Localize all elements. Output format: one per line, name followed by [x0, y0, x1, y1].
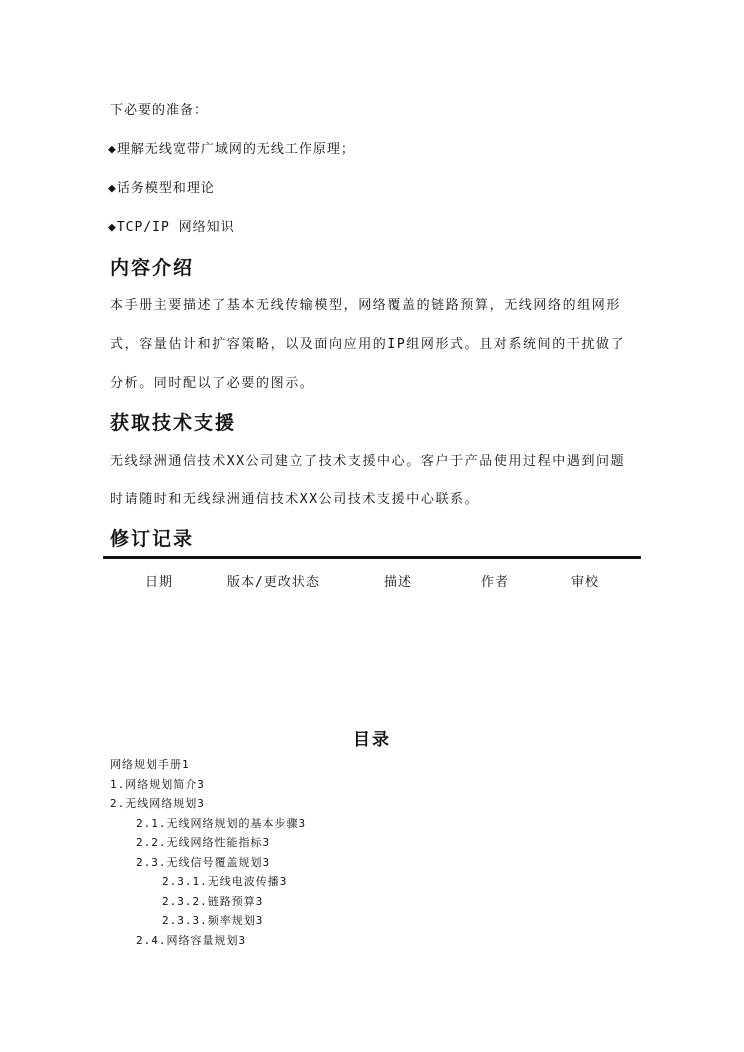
table-header-version: 版本/更改状态 — [227, 575, 320, 590]
toc-item[interactable]: 2.4.网络容量规划3 — [136, 934, 247, 947]
toc-item[interactable]: 2.3.3.频率规划3 — [162, 914, 264, 927]
section-heading-support: 获取技术支援 — [110, 412, 237, 434]
table-header-author: 作者 — [481, 575, 510, 590]
toc-item[interactable]: 2.1.无线网络规划的基本步骤3 — [136, 817, 307, 830]
prereq-item: ◆TCP/IP 网络知识 — [108, 220, 235, 235]
paragraph-line: 分析。同时配以了必要的图示。 — [110, 376, 315, 391]
section-heading-content-intro: 内容介绍 — [110, 257, 195, 279]
paragraph-line: 时请随时和无线绿洲通信技术XX公司技术支援中心联系。 — [110, 492, 480, 507]
paragraph-line: 无线绿洲通信技术XX公司建立了技术支援中心。客户于产品使用过程中遇到问题 — [110, 454, 626, 469]
table-header-reviewer: 审校 — [571, 575, 600, 590]
table-top-rule — [103, 556, 641, 559]
toc-item[interactable]: 2.2.无线网络性能指标3 — [136, 836, 271, 849]
prereq-item: ◆话务模型和理论 — [108, 181, 215, 196]
prereq-item: ◆理解无线宽带广域网的无线工作原理； — [108, 142, 355, 157]
paragraph-line: 式，容量估计和扩容策略，以及面向应用的IP组网形式。且对系统间的干扰做了 — [110, 337, 626, 352]
toc-item[interactable]: 2.无线网络规划3 — [110, 797, 205, 810]
table-header-date: 日期 — [145, 575, 174, 590]
toc-item[interactable]: 2.3.1.无线电波传播3 — [162, 875, 288, 888]
section-heading-revision: 修订记录 — [110, 528, 195, 550]
toc-item[interactable]: 2.3.无线信号覆盖规划3 — [136, 856, 271, 869]
prereq-intro: 下必要的准备： — [110, 103, 209, 118]
toc-title: 目录 — [353, 730, 391, 750]
table-header-description: 描述 — [384, 575, 413, 590]
paragraph-line: 本手册主要描述了基本无线传输模型，网络覆盖的链路预算，无线网络的组网形 — [110, 298, 622, 313]
toc-item[interactable]: 2.3.2.链路预算3 — [162, 895, 264, 908]
toc-item[interactable]: 1.网络规划简介3 — [110, 778, 205, 791]
toc-item[interactable]: 网络规划手册1 — [110, 758, 190, 771]
